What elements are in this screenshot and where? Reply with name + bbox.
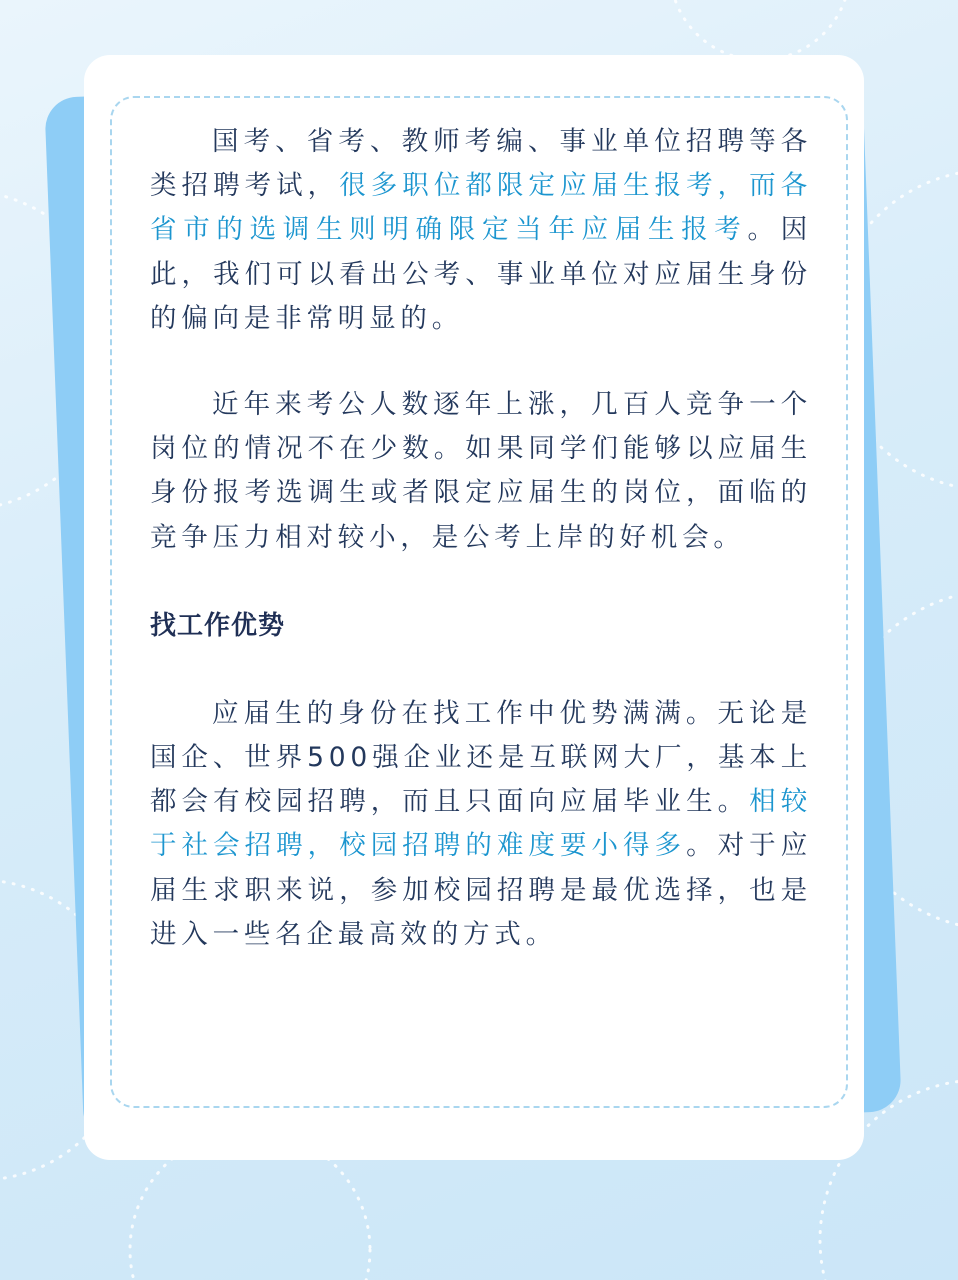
paragraph-1-text-b: 。因此，我们可以看出公考、事业单位对应届生身份的偏向是非常明显的。 xyxy=(150,214,812,334)
article xyxy=(150,120,812,957)
paragraph-2 xyxy=(150,383,812,560)
paragraph-1-highlight: 很多职位都限定应届生报考，而各省市的选调生则明确限定当年应届生报考 xyxy=(150,170,812,246)
paragraph-3-text-b: 。对于应届生求职来说，参加校园招聘是最优选择，也是进入一些名企最高效的方式。 xyxy=(150,830,812,950)
paragraph-3-text-a: 应届生的身份在找工作中优势满满。无论是国企、世界500强企业还是互联网大厂，基本上都会有校园招聘，而且只面向应届毕业生。 xyxy=(150,697,812,818)
paragraph-3-highlight: 相较于社会招聘，校园招聘的难度要小得多 xyxy=(150,786,812,862)
paragraph-1-text-a: 国考、省考、教师考编、事业单位招聘等各类招聘考试， xyxy=(150,126,812,202)
paragraph-3 xyxy=(150,692,812,957)
paragraph-2-text: 近年来考公人数逐年上涨，几百人竞争一个岗位的情况不在少数。如果同学们能够以应届生身份报考选调生或者限定应届生的岗位，面临的竞争压力相对较小，是公考上岸的好机会。 xyxy=(150,389,812,553)
paragraph-1 xyxy=(150,120,812,341)
section-heading: 找工作优势 xyxy=(150,610,286,641)
